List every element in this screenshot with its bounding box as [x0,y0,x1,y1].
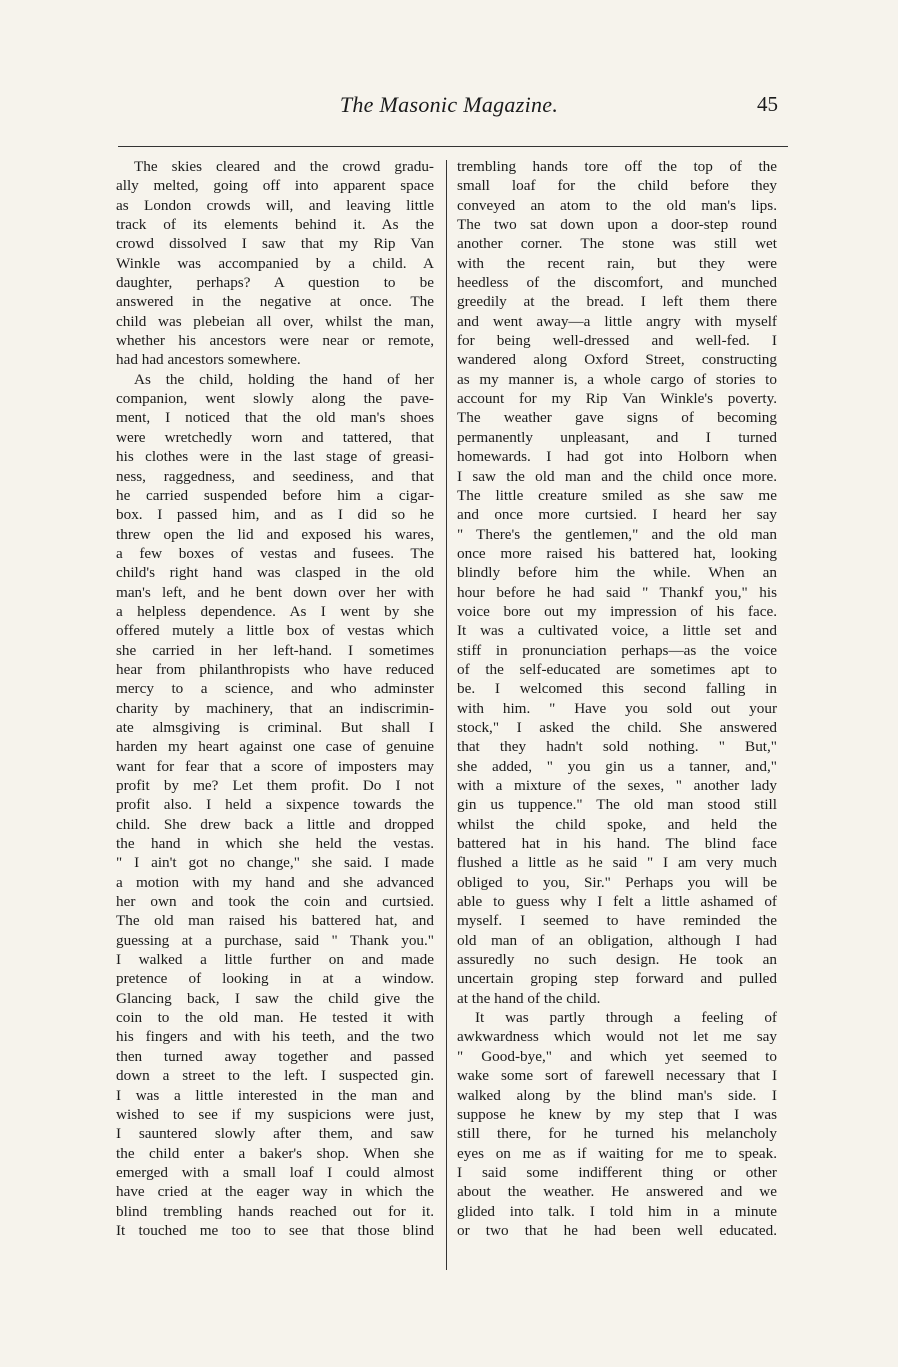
text-line: profit by me? Let them profit. Do I not [116,777,434,794]
text-line: daughter, perhaps? A question to be [116,274,434,292]
text-line: child was plebeian all over, whilst the man, [116,312,434,330]
text-line: I said some indifferent thing or other [457,1163,777,1181]
text-line: ness, raggedness, and seediness, and that [116,467,434,485]
header-rule [118,146,788,147]
text-line: I walked a little further on and made [116,951,434,969]
text-line: blindly before him the while. When an [457,564,777,582]
text-line: and once more curtsied. I heard her say [457,506,777,524]
text-line: as London crowds will, and leaving little [116,196,434,214]
text-line: emerged with a small loaf I could almost [116,1163,434,1181]
right-column [457,157,777,1240]
text-line: homewards. I had got into Holborn when [457,448,777,466]
text-line: a motion with my hand and she advanced [116,873,434,891]
text-line: want for fear that a score of imposters may [116,757,434,775]
text-line: trembling hands tore off the top of the [457,158,777,175]
text-line: " There's the gentlemen," and the old man [457,525,777,543]
text-line: child's right hand was clasped in the old [116,564,434,582]
text-line: " I ain't got no change," she said. I made [116,854,434,872]
text-line: wake some sort of farewell necessary that I [457,1067,777,1085]
text-line: a few boxes of vestas and fusees. The [116,544,434,562]
text-line: at the hand of the child. [457,989,601,1007]
text-line: about the weather. He answered and we [457,1183,777,1201]
text-line: have cried at the eager way in which the [116,1183,434,1201]
text-line: crowd dissolved I saw that my Rip Van [116,235,434,253]
text-line: coin to the old man. He tested it with [116,1009,434,1027]
running-title: The Masonic Magazine. [339,92,559,117]
text-line: The old man raised his battered hat, and [116,912,434,930]
text-line: for being well-dressed and well-fed. I [457,332,777,350]
text-line: track of its elements behind it. As the [116,216,434,234]
page-number: 45 [757,92,778,116]
text-line: guessing at a purchase, said " Thank you." [116,931,434,949]
text-line: threw open the lid and exposed his wares, [116,525,434,543]
text-line: the child enter a baker's shop. When she [116,1144,434,1162]
text-line: that they hadn't sold nothing. " But," [457,738,777,756]
text-line: hour before he had said " Thankf you," his [457,583,777,601]
text-line: answered in the negative at once. The [116,293,434,311]
text-line: with a mixture of the sexes, " another lady [457,777,777,794]
text-line: charity by machinery, that an indiscrimin- [116,699,434,717]
text-line: had had ancestors somewhere. [116,351,301,369]
text-line: conveyed an atom to the old man's lips. [457,196,777,214]
text-line: awkwardness which would not let me say [457,1028,777,1046]
text-line: she added, " you gin us a tanner, and," [457,757,777,775]
text-line: a helpless dependence. As I went by she [116,602,434,620]
text-line: and went away—a little angry with myself [457,312,777,330]
text-line: wandered along Oxford Street, constructing [457,351,777,369]
text-line: battered hat in his hand. The blind face [457,835,777,853]
text-line: box. I passed him, and as I did so he [116,506,434,524]
text-line: offered mutely a little box of vestas which [116,622,434,640]
text-line: of the self-educated are sometimes apt to [457,660,777,678]
text-line: once more raised his battered hat, looking [457,544,777,562]
text-line: child. She drew back a little and dropped [116,815,434,833]
text-line: he carried suspended before him a cigar- [116,486,434,504]
text-line: I sauntered slowly after them, and saw [116,1125,434,1143]
text-line: stock," I asked the child. She answered [457,718,777,736]
text-line: as my manner is, a whole cargo of stories to [457,370,777,388]
text-line: her own and took the coin and curtsied. [116,893,434,911]
text-line: small loaf for the child before they [457,177,777,195]
text-line: I was a little interested in the man and [116,1086,434,1104]
column-divider [446,160,447,1270]
text-line: suppose he knew by my step that I was [457,1105,777,1123]
text-line: ment, I noticed that the old man's shoes [116,409,434,427]
text-line: Glancing back, I saw the child give the [116,989,434,1007]
text-line: man's left, and he bent down over her with [116,583,434,601]
text-line: ally melted, going off into apparent space [116,177,434,195]
text-line: ate almsgiving is criminal. But shall I [116,718,434,736]
text-line: down a street to the left. I suspected gin. [116,1067,434,1085]
text-line: his clothes were in the last stage of greasi- [116,448,434,466]
text-line: permanently unpleasant, and I turned [457,428,777,446]
text-line: I saw the old man and the child once more. [457,467,777,485]
text-line: be. I welcomed this second falling in [457,680,777,698]
text-line: myself. I seemed to have reminded the [457,912,777,930]
text-line: gin us tuppence." The old man stood still [457,796,777,814]
text-line: whether his ancestors were near or remote, [116,332,434,350]
text-line: It was partly through a feeling of [475,1009,777,1027]
text-line: with him. " Have you sold out your [457,699,777,717]
text-line: whilst the child spoke, and held the [457,815,777,833]
text-line: the hand in which she held the vestas. [116,835,434,853]
text-line: able to guess why I felt a little ashamed of [457,893,777,911]
text-line: his fingers and with his teeth, and the two [116,1028,434,1046]
text-line: It touched me too to see that those blind [116,1221,434,1239]
text-line: uncertain groping step forward and pulled [457,970,777,988]
text-line: " Good-bye," and which yet seemed to [457,1047,777,1065]
text-line: As the child, holding the hand of her [134,370,434,388]
text-line: The two sat down upon a door-step round [457,216,777,234]
text-line: The skies cleared and the crowd gradu- [134,158,434,175]
text-line: It was a cultivated voice, a little set and [457,622,777,640]
text-line: assuredly no such design. He took an [457,951,777,969]
text-line: were wretchedly worn and tattered, that [116,428,434,446]
text-line: glided into talk. I told him in a minute [457,1202,777,1220]
text-line: another corner. The stone was still wet [457,235,777,253]
text-line: she carried in her left-hand. I sometimes [116,641,434,659]
text-line: harden my heart against one case of genuine [116,738,434,756]
text-line: still there, for he turned his melancholy [457,1125,777,1143]
text-line: companion, went slowly along the pave- [116,390,434,408]
text-line: eyes on me as if waiting for me to speak. [457,1144,777,1162]
text-line: account for my Rip Van Winkle's poverty. [457,390,777,408]
text-line: with the recent rain, but they were [457,254,777,272]
text-line: obliged to you, Sir." Perhaps you will be [457,873,777,891]
text-line: voice bore out my impression of his face. [457,602,777,620]
text-line: profit also. I held a sixpence towards the [116,796,434,814]
text-line: stiff in pronunciation perhaps—as the voice [457,641,777,659]
text-line: Winkle was accompanied by a child. A [116,254,434,272]
text-line: heedless of the discomfort, and munched [457,274,777,292]
text-line: The little creature smiled as she saw me [457,486,777,504]
text-line: wished to see if my suspicions were just, [116,1105,434,1123]
text-line: The weather gave signs of becoming [457,409,777,427]
text-line: pretence of looking in at a window. [116,970,434,988]
page-header [0,90,898,130]
text-line: hear from philanthropists who have reduced [116,660,434,678]
text-line: blind trembling hands reached out for it. [116,1202,434,1220]
text-line: greedily at the bread. I left them there [457,293,777,311]
text-line: walked along by the blind man's side. I [457,1086,777,1104]
text-line: mercy to a science, and who adminster [116,680,434,698]
left-column [116,157,434,1240]
text-line: or two that he had been well educated. [457,1221,777,1239]
text-line: flushed a little as he said " I am very much [457,854,777,872]
text-line: then turned away together and passed [116,1047,434,1065]
text-line: old man of an obligation, although I had [457,931,777,949]
